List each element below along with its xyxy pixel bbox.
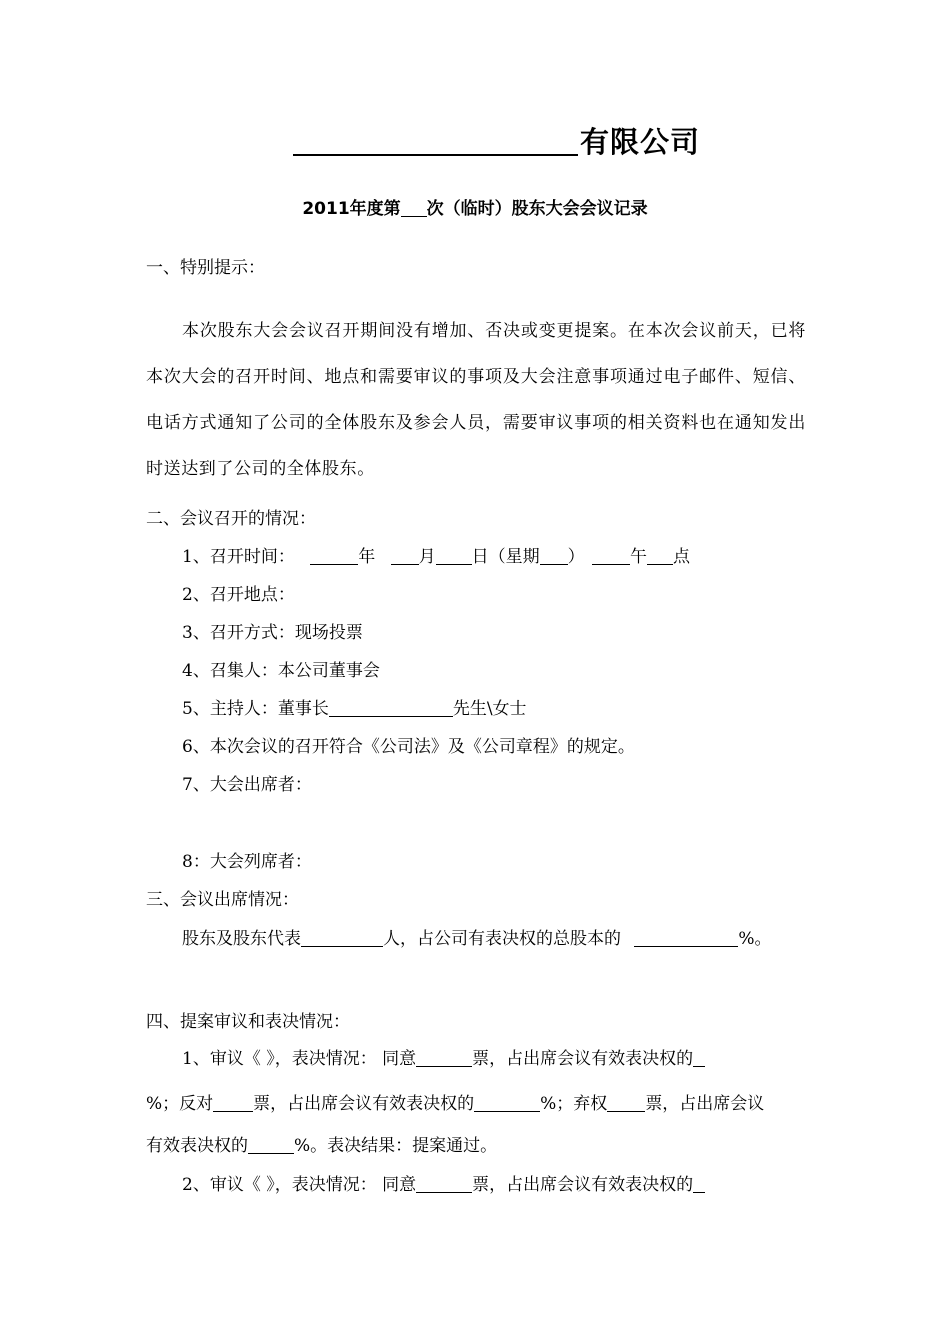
meeting-title — [0, 196, 950, 222]
attendance-line: 股东及股东代表 人，占公司有表决权的总股本的 %。 — [182, 929, 772, 949]
proposal-1-approve-percent-blank — [693, 1047, 705, 1067]
observers-line: 8：大会列席者： — [182, 852, 312, 872]
proposal-1-abstain-blank — [607, 1092, 645, 1112]
day-blank — [436, 545, 472, 565]
section-4-heading: 四、提案审议和表决情况： — [146, 1012, 350, 1032]
share-percent-blank — [634, 927, 738, 947]
proposal-1-abstain-percent-blank — [248, 1134, 294, 1154]
section-3-heading: 三、会议出席情况： — [146, 890, 299, 910]
meeting-title-suffix: 次（临时）股东大会会议记录 — [426, 199, 648, 219]
host-name-blank — [329, 697, 453, 717]
proposal-1-approve-blank — [416, 1047, 472, 1067]
proposal-1-oppose-percent-blank — [474, 1092, 540, 1112]
proposal-2-approve-percent-blank — [693, 1173, 705, 1193]
proposal-2-approve-blank — [416, 1173, 472, 1193]
proposal-1-line-1: 1、审议《 》，表决情况： 同意 票，占出席会议有效表决权的 — [182, 1046, 705, 1072]
compliance-line: 6、本次会议的召开符合《公司法》及《公司章程》的规定。 — [182, 737, 635, 757]
meeting-place-line: 2、召开地点： — [182, 585, 295, 605]
host-line: 5、主持人：董事长 先生\女士 — [182, 699, 527, 719]
proposal-1-line-2: %；反对 票，占出席会议有效表决权的 %；弃权 票，占出席会议 — [146, 1094, 765, 1114]
hour-blank — [647, 545, 673, 565]
month-blank — [391, 545, 419, 565]
section-2-heading: 二、会议召开的情况： — [146, 509, 316, 529]
section-1-heading: 一、特别提示： — [146, 258, 265, 278]
year-blank — [310, 545, 358, 565]
session-number-blank — [401, 198, 427, 217]
proposal-1-line-3: 有效表决权的 %。表决结果：提案通过。 — [146, 1136, 498, 1156]
meeting-time-line: 1、召开时间： 年 月 日（星期 ） 午 点 — [182, 547, 691, 567]
convener-line: 4、召集人：本公司董事会 — [182, 661, 380, 681]
meeting-title-prefix: 2011年度第 — [302, 199, 401, 219]
company-name-blank — [293, 124, 578, 156]
company-title — [293, 122, 700, 162]
attendees-line: 7、大会出席者： — [182, 775, 312, 795]
proposal-2-line-1: 2、审议《 》，表决情况： 同意 票，占出席会议有效表决权的 — [182, 1172, 705, 1198]
weekday-blank — [540, 545, 568, 565]
meeting-method-line: 3、召开方式：现场投票 — [182, 623, 363, 643]
am-pm-blank — [592, 545, 630, 565]
company-suffix: 有限公司 — [580, 125, 701, 159]
shareholder-count-blank — [301, 927, 383, 947]
proposal-1-oppose-blank — [213, 1092, 253, 1112]
section-1-body: 本次股东大会会议召开期间没有增加、否决或变更提案。在本次会议前天，已将本次大会的召开时间、地点和需要审议的事项及大会注意事项通过电子邮件、短信、电话方式通知了公司的全体股东及参会人员，需要审议事项的相关资料也在通知发出时送达到了公司的全体股东。 — [146, 321, 806, 479]
